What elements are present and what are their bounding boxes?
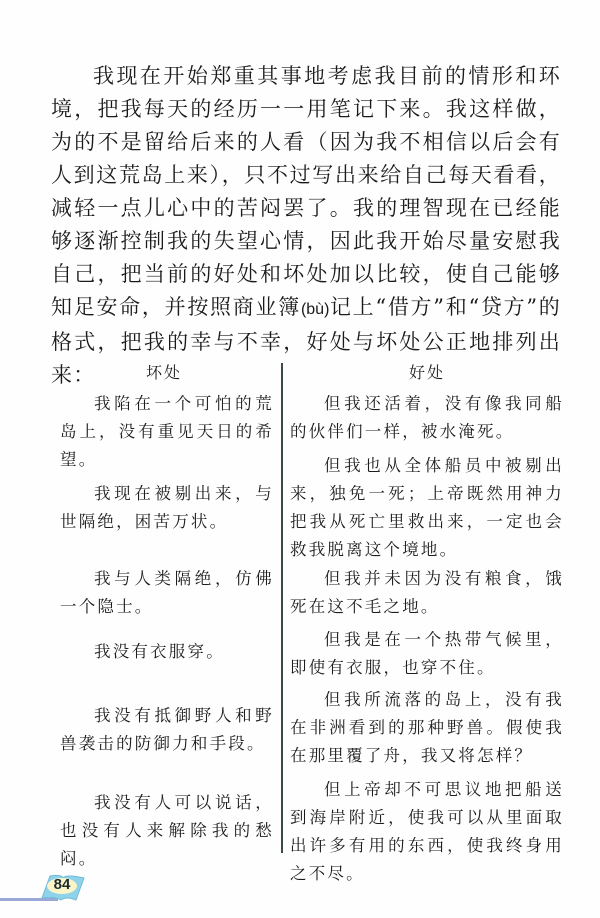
advantage-item: 但我也从全体船员中被剔出来，独免一死；上帝既然用神力把我从死亡里救出来，一定也会救我脱离这个境地。 bbox=[290, 456, 564, 559]
disadvantage-item: 我没有衣服穿。 bbox=[94, 642, 225, 661]
advantage-item: 但我是在一个热带气候里，即使有衣服，也穿不住。 bbox=[290, 630, 564, 677]
pinyin-annotation: (bù) bbox=[300, 301, 330, 318]
advantage-item: 但我还活着，没有像我同船的伙伴们一样，被水淹死。 bbox=[290, 394, 564, 441]
disadvantage-item: 我与人类隔绝，仿佛一个隐士。 bbox=[60, 569, 274, 616]
body-paragraph bbox=[51, 60, 561, 392]
disadvantage-item: 我没有抵御野人和野兽袭击的防御力和手段。 bbox=[60, 706, 274, 753]
advantage-item: 但我所流落的岛上，没有我在非洲看到的那种野兽。假使我在那里覆了舟，我又将怎样？ bbox=[290, 690, 564, 765]
column-header-disadvantages: 坏处 bbox=[146, 363, 183, 382]
paragraph-text-continued: 记上“借方”和“贷方”的格式，把我的幸与不幸，好处与坏处公正地排列出来： bbox=[51, 295, 562, 387]
advantage-item: 但我并未因为没有粮食，饿死在这不毛之地。 bbox=[290, 569, 564, 616]
disadvantage-item: 我陷在一个可怕的荒岛上，没有重见天日的希望。 bbox=[60, 394, 274, 469]
column-divider bbox=[281, 363, 283, 853]
disadvantage-item: 我没有人可以说话，也没有人来解除我的愁闷。 bbox=[60, 793, 274, 868]
advantage-item: 但上帝却不可思议地把船送到海岸附近，使我可以从里面取出许多有用的东西，使我终身用之不尽。 bbox=[290, 780, 564, 883]
page-number: 84 bbox=[53, 876, 71, 893]
disadvantage-item: 我现在被剔出来，与世隔绝，困苦万状。 bbox=[60, 484, 274, 531]
column-header-advantages: 好处 bbox=[409, 363, 446, 382]
paragraph-text: 我现在开始郑重其事地考虑我目前的情形和环境，把我每天的经历一一用笔记下来。我这样做，为的不是留给后来的人看（因为我不相信以后会有人到这荒岛上来），只不过写出来给自己每天看看，减轻一点儿心中的苦闷罢了。我的理智现在已经能够逐渐控制我的失望心情，因此我开始尽量安慰我自己，把当前的好处和坏处加以比较，使自己能够知足安命，并按照商业簿 bbox=[51, 64, 561, 319]
